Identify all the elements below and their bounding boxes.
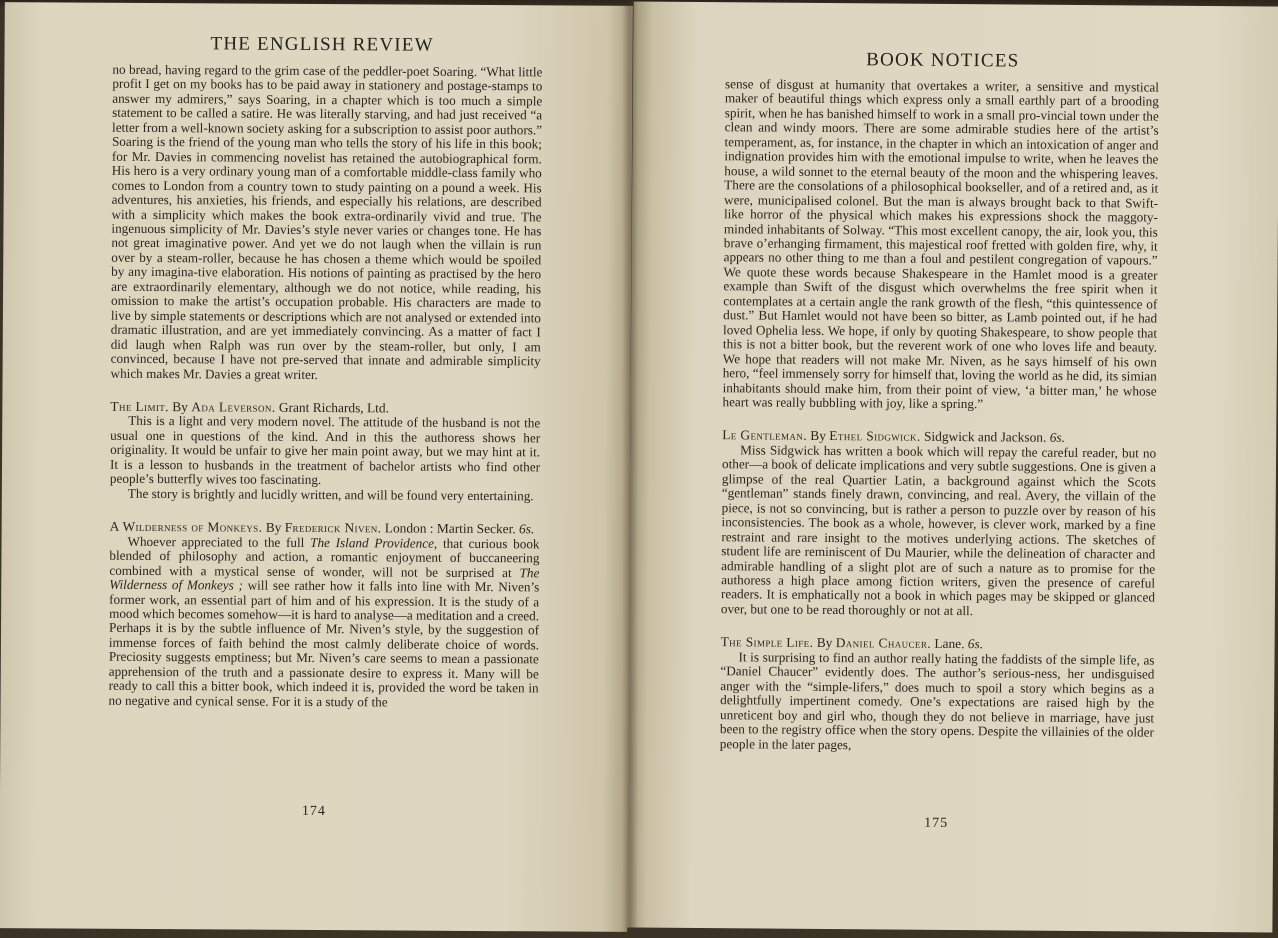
running-head-right: BOOK NOTICES	[866, 49, 1020, 72]
review-by: By	[816, 635, 833, 651]
book-title-italic: The Wilderness of Monkeys ;	[109, 564, 540, 593]
review-price: 6s.	[967, 636, 984, 652]
review-publisher: London : Martin Secker.	[384, 520, 516, 537]
left-page	[0, 2, 633, 932]
page-number-right: 175	[924, 815, 949, 831]
review-author: Daniel Chaucer.	[835, 635, 932, 652]
review-title: The Simple Life.	[720, 634, 814, 651]
review-author: Ada Leverson.	[191, 399, 276, 415]
review-title: The Limit.	[110, 398, 169, 415]
review-paragraph: It is surprising to find an author really hating the faddists of the simple life, as “Daniel Chaucer” evidently does. The author’s serious-ness, her undisguised anger with the “simple-lifers,” does much to spoil a story which begins as a delightfully impertinent comedy. One’s expectations are raised high by the unreticent boy and girl who, though they do not believe in marriage, have just been to the registry office when the story opens. Despite the villainies of the older people in the later pages,	[719, 649, 1155, 752]
text-run: will see rather how it falls into line with Mr. Niven’s former work, an essential part of him and of his expression. It is the study of a mood which becomes somehow—it is hard to analyse—a meditation and a creed. Perhaps it is by the subtle influence of Mr. Niven’s style, by the suggestion of immense forces of faith behind the most calmly deliberate choice of words. Preciosity suggests emptiness; but Mr. Niven’s care seems to mean a passionate apprehension of the truth and a passionate desire to express it. Many will be ready to call this a bitter book, which indeed it is, provided the word be taken in no negative and cynical sense. For it is a study of the	[108, 577, 540, 710]
page-number-left: 174	[301, 803, 326, 820]
review-by: By	[265, 519, 282, 535]
right-text-block	[720, 77, 1159, 754]
review-paragraph: The story is brightly and lucidly written, and will be found very entertaining.	[127, 485, 534, 504]
text-run: that curious book blended of philosophy and action, a romantic enjoyment of buccaneering combined with a mystical sense of wonder, will not be surprised at	[109, 535, 540, 580]
review-by: By	[810, 428, 827, 444]
review-by: By	[172, 399, 188, 415]
continued-paragraph: no bread, having regard to the grim case of the peddler-poet Soaring. “What little profit I get on my books has to be paid away in stationery and postage-stamps to answer my admirers,” says Soaring, in a chapter which is too much a simple statement to be called a satire. He was literally starving, and had just received “a letter from a well-known society asking for a subscription to assist poor authors.” Soaring is the friend of the young man who tells the story of his life in this book; for Mr. Davies in commencing novelist has retained the autobiographical form. His hero is a very ordinary young man of a comfortable middle-class family who comes to London from a country town to study painting on a pound a week. His adventures, his anxieties, his friends, and especially his relations, are described with a simplicity which makes the book extra-ordinarily vivid and true. The ingenuous simplicity of Mr. Davies’s style never varies or changes tone. He has not great imaginative power. And yet we do not laugh when the villain is run over by a steam-roller, because he has chosen a theme which would be spoiled by any imagina-tive elaboration. His notions of painting as practised by the hero are extraordinarily elementary, although we do not notice, while reading, his omission to make the artist’s occupation probable. His characters are made to live by simple statements or descriptions which are not analysed or extended into dramatic illustration, and are yet immediately convincing. As a matter of fact I did laugh when Ralph was run over by the steam-roller, but only, I am convinced, because I have not pre-served that innate and admirable simplicity which makes Mr. Davies a great writer.	[110, 61, 543, 382]
review-publisher: Sidgwick and Jackson.	[923, 429, 1047, 446]
running-head-left: THE ENGLISH REVIEW	[210, 33, 434, 56]
review-title: Le Gentleman.	[722, 427, 808, 444]
left-text-block	[109, 63, 543, 711]
review-paragraph	[109, 534, 540, 710]
review-title: A Wilderness of Monkeys.	[109, 518, 263, 535]
review-price: 6s.	[1049, 430, 1066, 446]
review-author: Frederick Niven.	[284, 519, 382, 536]
right-page	[626, 1, 1278, 932]
review-price: 6s.	[519, 521, 535, 537]
continued-paragraph: sense of disgust at humanity that overtakes a writer, a sensitive and mystical maker of beautiful things which express only a small earthly part of a brooding spirit, when he has banished himself to work in a small pro-vincial town under the clean and windy moors. There are some admirable studies here of the artist’s temperament, as, for instance, in the chapter in which an intoxication of anger and indignation provides him with the emotional impulse to write, when he leaves the house, a wild sonnet to the eternal beauty of the moon and the whispering leaves. There are the consolations of a philosophical bookseller, and of a retired and, as it were, municipalised colonel. But the man is always brought back to that Swift-like horror of the physical which makes his expressions shock the maggoty-minded inhabitants of Solway. “This most excellent canopy, the air, look you, this brave o’erhanging firmament, this majestical roof fretted with golden fire, why, it appears no other thing to me than a foul and pestilent congregation of vapours.” We quote these words because Shakespeare in the Hamlet mood is a greater example than Swift of the disgust which overwhelms the free spirit when it contemplates at a certain angle the rank growth of the flesh, “this quintessence of dust.” But Hamlet would not have been so bitter, as Lamb pointed out, if he had loved Ophelia less. We hope, if only by quoting Shakespeare, to show people that this is not a bitter book, but the reverent work of one who loves life and beauty. We hope that readers will not make Mr. Niven, as he says himself of his own hero, “feel immensely sorry for himself that, loving the world as he did, its simian inhabitants should make him, from their point of view, ‘a bitter man,’ he whose heart was really bubbling with joy, like a spring.”	[722, 76, 1160, 412]
review-publisher: Grant Richards, Ltd.	[278, 399, 390, 416]
review-paragraph: Miss Sidgwick has written a book which will repay the careful reader, but no other—a book of delicate implications and very subtle suggestions. One is given a glimpse of the real Quartier Latin, a background against which the Scots “gentleman” stands finely drawn, convincing, and real. Avery, the villain of the piece, is not so convincing, but is rather a person to puzzle over by reason of his inconsistencies. The book as a whole, however, is clever work, marked by a fine restraint and rare insight to the motives underlying actions. The sketches of student life are reminiscent of Du Maurier, while the delineation of character and admirable handling of a slight plot are of such a nature as to promise for the authoress a high place among fiction writers, given the presence of careful readers. It is emphatically not a book in which pages may be skipped or glanced over, but one to be read thoroughly or not at all.	[720, 442, 1157, 619]
book-title-italic: The Island Providence,	[310, 534, 438, 551]
review-author: Ethel Sidgwick.	[829, 428, 921, 445]
review-paragraph: This is a light and very modern novel. The attitude of the husband is not the usual one in questions of the kind. And in this the authoress shows her originality. It would be unfair to give her main point away, but we may hint at it. It is a lesson to husbands in the treatment of bachelor artists who find other people’s butterfly wives too fascinating.	[109, 413, 541, 488]
review-publisher: Lane.	[934, 636, 965, 652]
text-run: Whoever appreciated to the full	[127, 533, 311, 550]
